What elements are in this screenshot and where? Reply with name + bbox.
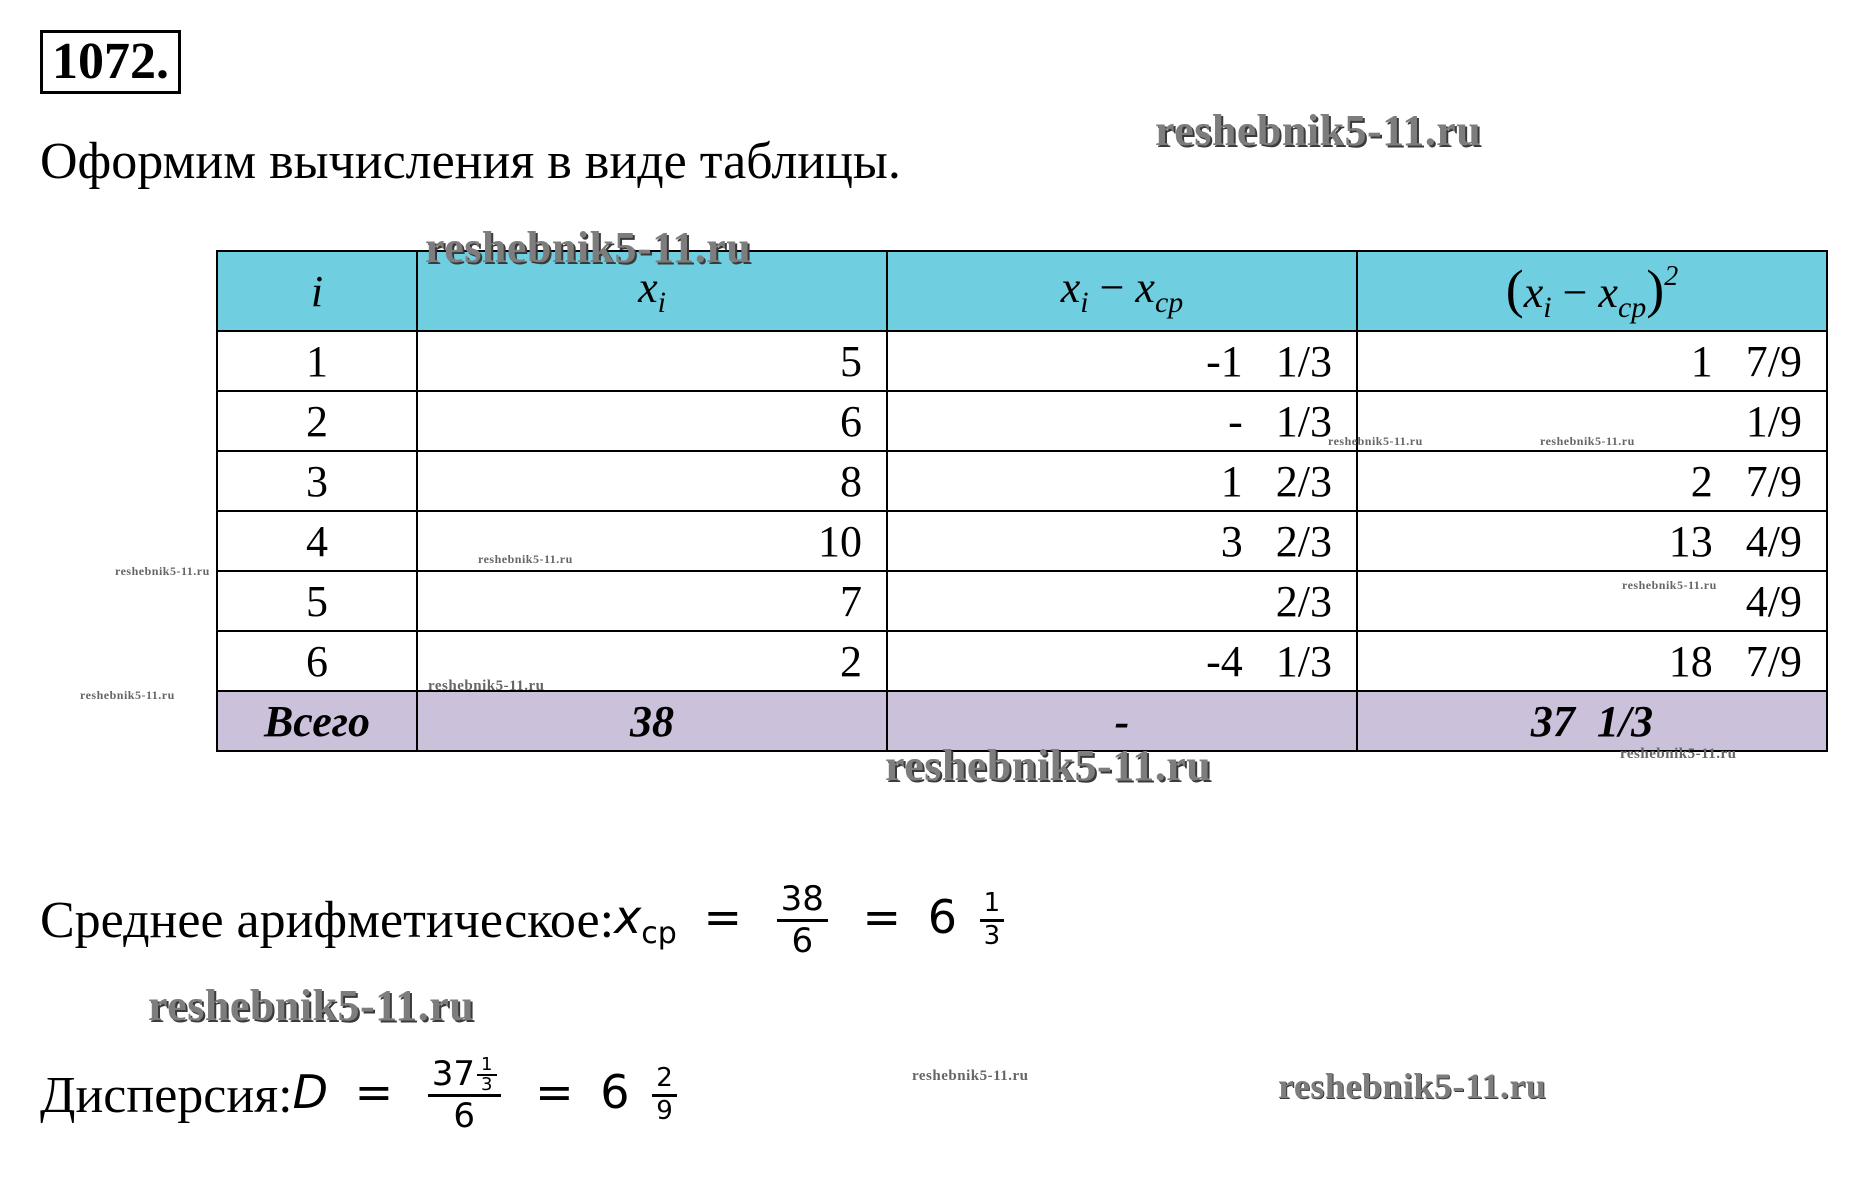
cell-deviation: - 1/3 — [887, 391, 1357, 451]
cell-squared-deviation: 1 7/9 — [1357, 331, 1827, 391]
cell-deviation: -1 1/3 — [887, 331, 1357, 391]
watermark: reshebnik5-11.ru — [1540, 434, 1635, 448]
intro-text: Оформим вычисления в виде таблицы. — [40, 133, 901, 190]
total-deviation: - — [887, 691, 1357, 751]
cell-i: 4 — [217, 511, 417, 571]
header-deviation: $x_i - x_{ср}$ — [887, 251, 1357, 331]
header-i: i — [217, 251, 417, 331]
cell-squared-deviation: 1/9 — [1357, 391, 1827, 451]
cell-x: 10 — [417, 511, 887, 571]
cell-deviation: 3 2/3 — [887, 511, 1357, 571]
header-squared-deviation: $(x_i - x_{ср})^2$ — [1357, 251, 1827, 331]
cell-i: 6 — [217, 631, 417, 691]
mean-expression: $x_{ср}$ = $\frac{38}{6}$ = 6 $\frac{1}{3}$ — [614, 880, 1012, 961]
cell-deviation: 1 2/3 — [887, 451, 1357, 511]
cell-x: 8 — [417, 451, 887, 511]
cell-i: 5 — [217, 571, 417, 631]
calculation-table — [216, 250, 1828, 752]
watermark: reshebnik5-11.ru — [115, 564, 210, 578]
total-label: Всего — [217, 691, 417, 751]
cell-i: 1 — [217, 331, 417, 391]
mean-formula — [40, 880, 1012, 961]
cell-squared-deviation: 18 7/9 — [1357, 631, 1827, 691]
variance-label: Дисперсия: — [40, 1067, 293, 1125]
cell-x: 5 — [417, 331, 887, 391]
total-squared-deviation: 37 1/3 — [1357, 691, 1827, 751]
watermark: reshebnik5-11.ru — [885, 741, 1212, 790]
watermark: reshebnik5-11.ru — [1328, 434, 1423, 448]
watermark: reshebnik5-11.ru — [1278, 1066, 1547, 1106]
cell-squared-deviation: 13 4/9 — [1357, 511, 1827, 571]
watermark: reshebnik5-11.ru — [912, 1068, 1029, 1084]
variance-formula — [40, 1055, 685, 1136]
variance-fraction: 37 $\frac{1}{3}$ 6 — [428, 1055, 501, 1136]
cell-squared-deviation: 4/9 — [1357, 571, 1827, 631]
mean-label: Среднее арифметическое: — [40, 892, 615, 950]
watermark: reshebnik5-11.ru — [1155, 106, 1482, 155]
mean-result-fraction: $\frac{1}{3}$ — [980, 889, 1005, 952]
table-row — [217, 511, 1827, 571]
task-number: 1072. — [40, 30, 181, 94]
watermark: reshebnik5-11.ru — [478, 552, 573, 566]
watermark: reshebnik5-11.ru — [80, 688, 175, 702]
table-row — [217, 571, 1827, 631]
cell-i: 2 — [217, 391, 417, 451]
variance-expression: D = 37 $\frac{1}{3}$ 6 = 6 $\frac{2}{9}$ — [293, 1055, 685, 1136]
watermark: reshebnik5-11.ru — [148, 981, 475, 1030]
watermark: reshebnik5-11.ru — [428, 678, 545, 694]
cell-x: 6 — [417, 391, 887, 451]
table-row — [217, 451, 1827, 511]
total-x: 38 — [417, 691, 887, 751]
cell-deviation: 2/3 — [887, 571, 1357, 631]
cell-i: 3 — [217, 451, 417, 511]
watermark: reshebnik5-11.ru — [425, 223, 752, 272]
cell-x: 7 — [417, 571, 887, 631]
cell-x: 2 — [417, 631, 887, 691]
watermark: reshebnik5-11.ru — [1620, 746, 1737, 762]
table-row — [217, 331, 1827, 391]
header-xi: $x_i$ — [417, 251, 887, 331]
mean-fraction: $\frac{38}{6}$ — [777, 880, 828, 961]
variance-result-fraction: $\frac{2}{9}$ — [652, 1064, 677, 1127]
cell-deviation: -4 1/3 — [887, 631, 1357, 691]
watermark: reshebnik5-11.ru — [1622, 578, 1717, 592]
cell-squared-deviation: 2 7/9 — [1357, 451, 1827, 511]
